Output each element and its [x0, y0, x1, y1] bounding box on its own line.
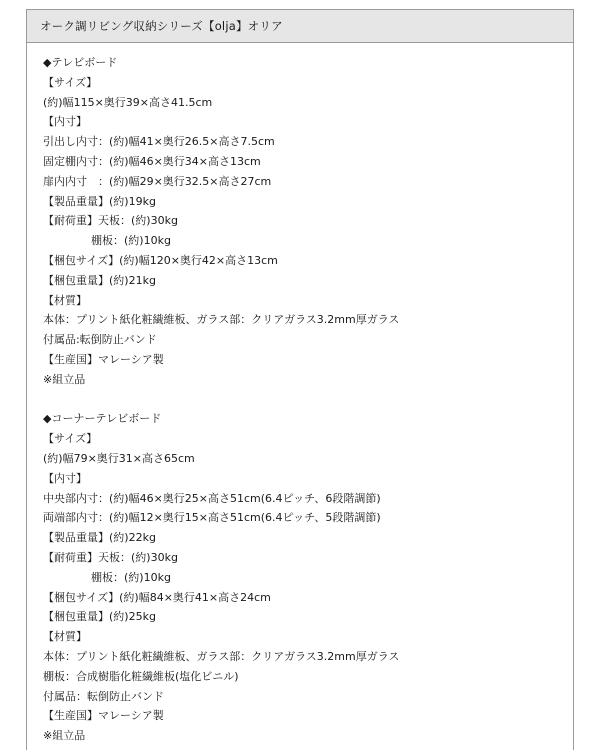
inner-size-center: 中央部内寸：(約)幅46×奥行25×高さ51cm(6.4ピッチ、6段階調節)	[43, 491, 381, 505]
section-tv-board	[43, 53, 573, 390]
package-size: 【梱包サイズ】(約)幅84×奥行41×高さ24cm	[43, 590, 271, 604]
country-of-origin: 【生産国】マレーシア製	[43, 709, 164, 723]
load-capacity-top: 【耐荷重】天板：(約)30kg	[43, 214, 178, 228]
material-shelf: 棚板：合成樹脂化粧繊維板(塩化ビニル)	[43, 669, 239, 683]
inner-size-door: 扉内内寸 ：(約)幅29×奥行32.5×高さ27cm	[43, 174, 272, 188]
inner-size-label: 【内寸】	[43, 115, 87, 129]
panel-header	[27, 10, 573, 43]
product-weight: 【製品重量】(約)19kg	[43, 194, 156, 208]
accessories: 付属品：転倒防止バンド	[43, 689, 164, 703]
material-body: 本体：プリント紙化粧繊維板、ガラス部：クリアガラス3.2mm厚ガラス	[43, 313, 400, 327]
load-capacity-shelf: 棚板：(約)10kg	[91, 570, 171, 584]
section-spacer	[43, 390, 573, 410]
section-heading: ◆コーナーテレビボード	[43, 412, 162, 426]
size-label: 【サイズ】	[43, 432, 98, 446]
load-capacity-top: 【耐荷重】天板：(約)30kg	[43, 550, 178, 564]
panel-title: オーク調リビング収納シリーズ【olja】オリア	[40, 19, 283, 33]
package-weight: 【梱包重量】(約)21kg	[43, 273, 156, 287]
assembly-note: ※組立品	[43, 729, 86, 743]
material-body: 本体：プリント紙化粧繊維板、ガラス部：クリアガラス3.2mm厚ガラス	[43, 649, 400, 663]
product-weight: 【製品重量】(約)22kg	[43, 531, 156, 545]
inner-size-fixed-shelf: 固定棚内寸：(約)幅46×奥行34×高さ13cm	[43, 154, 261, 168]
size-label: 【サイズ】	[43, 75, 98, 89]
package-size: 【梱包サイズ】(約)幅120×奥行42×高さ13cm	[43, 253, 278, 267]
size-value: (約)幅79×奥行31×高さ65cm	[43, 451, 195, 465]
accessories: 付属品:転倒防止バンド	[43, 333, 157, 347]
material-label: 【材質】	[43, 630, 87, 644]
load-capacity-shelf: 棚板：(約)10kg	[91, 234, 171, 248]
section-heading: ◆テレビボード	[43, 56, 118, 69]
assembly-note: ※組立品	[43, 372, 86, 386]
inner-size-label: 【内寸】	[43, 471, 87, 485]
package-weight: 【梱包重量】(約)25kg	[43, 610, 156, 624]
country-of-origin: 【生産国】マレーシア製	[43, 352, 164, 366]
inner-size-drawer: 引出し内寸：(約)幅41×奥行26.5×高さ7.5cm	[43, 135, 275, 149]
spec-panel	[26, 9, 574, 750]
material-label: 【材質】	[43, 293, 87, 307]
spec-content	[27, 43, 573, 746]
inner-size-ends: 両端部内寸：(約)幅12×奥行15×高さ51cm(6.4ピッチ、5段階調節)	[43, 511, 381, 525]
size-value: (約)幅115×奥行39×高さ41.5cm	[43, 95, 213, 109]
section-corner-tv-board	[43, 409, 573, 746]
